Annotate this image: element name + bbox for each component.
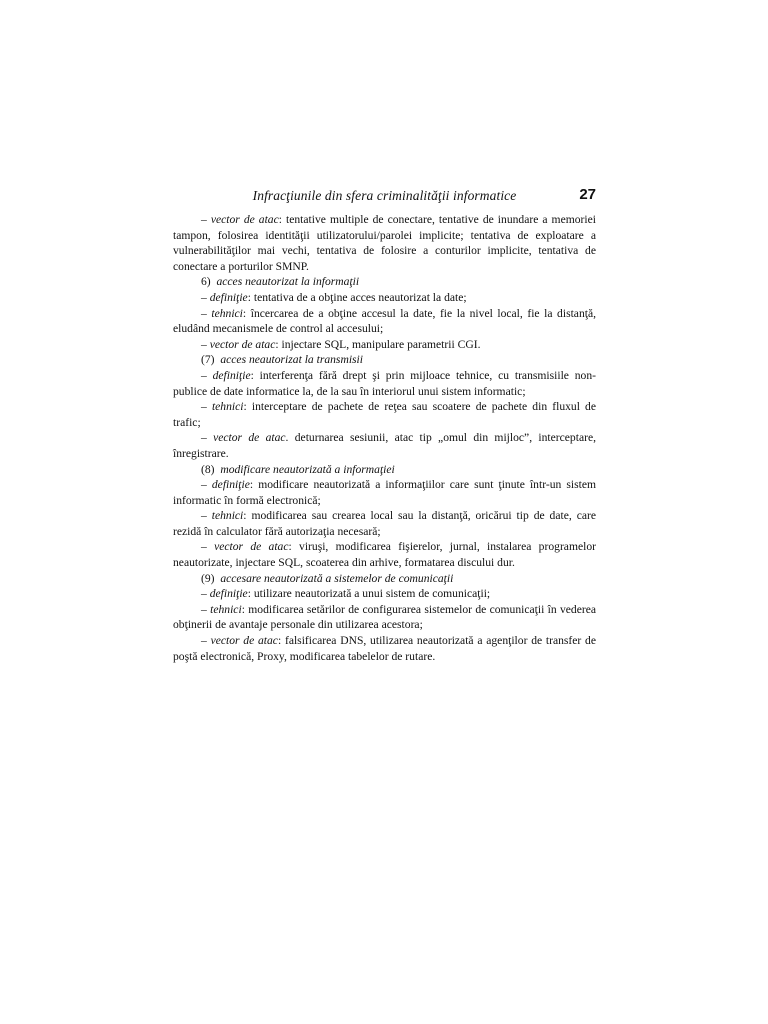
section-heading — [173, 571, 596, 587]
item-text: tentative multiple de conectare, tentative de inundare a memoriei tampon, folosirea identităţii utilizatorului/parolei implicite; tentativa de exploatare a vulnerabilităţilor mai vechi, tentativa de folosire a conturilor implicite, tentativa de conectare a porturilor SMNP. — [173, 213, 596, 273]
list-item: – vector de atac: viruşi, modificarea fişierelor, jurnal, instalarea programelor neautorizate, injectare SQL, scoaterea din arhive, formatarea discului dur. — [173, 540, 596, 570]
item-text: injectare SQL, manipulare parametrii CGI. — [281, 337, 481, 351]
list-item: – vector de atac: falsificarea DNS, utilizarea neautorizată a agenţilor de transfer de poştă electronică, Proxy, modificarea tabelelor de rutare. — [173, 634, 596, 663]
list-item: – tehnici: încercarea de a obţine accesul la date, fie la nivel local, fie la distanţă, eludând mecanismele de control al accesului; — [173, 306, 597, 336]
item-text: modificarea setărilor de configurarea sistemelor de comunicaţii în vederea obţinerii de avantaje personale din utilizarea acestora; — [173, 602, 597, 632]
item-text: modificare neautorizată a informaţiilor care sunt ţinute într-un sistem informatic în formă electronică; — [173, 478, 596, 507]
section-number: (9) — [201, 571, 215, 585]
item-separator: : — [250, 368, 254, 382]
page-number: 27 — [579, 186, 596, 203]
list-item: – tehnici: modificarea sau crearea local sau la distanţă, oricărui tip de date, care rezidă în calculator fără autorizaţia necesară; — [173, 509, 596, 538]
section-number: (7) — [201, 353, 215, 367]
item-label: vector de atac — [210, 213, 279, 226]
item-label: tehnici — [211, 509, 244, 523]
item-separator: : — [241, 602, 245, 616]
item-label: tehnici — [211, 306, 243, 320]
item-text: interferenţa fără drept şi prin mijloace tehnice, cu transmisiile non-publice de date informatice la, de la sau în interiorul unui sistem informatic; — [173, 368, 596, 398]
section-heading — [173, 274, 596, 290]
list-item: – tehnici: modificarea setărilor de configurarea sistemelor de comunicaţii în vederea obţinerii de avantaje personale din utilizarea acestora; — [173, 602, 597, 632]
item-separator: : — [243, 400, 247, 414]
section-title: acces neautorizat la informaţii — [216, 275, 360, 289]
item-separator: : — [242, 306, 247, 320]
running-header — [173, 186, 596, 208]
item-separator: : — [249, 478, 254, 492]
item-separator: : — [288, 540, 292, 554]
item-label: definiţie — [209, 290, 248, 304]
list-item: – definiţie: utilizare neautorizată a unui sistem de comunicaţii; — [201, 587, 491, 601]
item-label: definiţie — [209, 587, 248, 601]
item-separator: : — [247, 290, 251, 304]
item-separator: : — [278, 213, 282, 226]
section-title: acces neautorizat la transmisii — [220, 353, 363, 367]
item-separator: : — [277, 634, 282, 648]
item-label: vector de atac — [210, 634, 278, 648]
list-item: – definiţie: interferenţa fără drept şi prin mijloace tehnice, cu transmisiile non-publice de date informatice la, de la sau în interiorul unui sistem informatic; — [173, 368, 596, 398]
list-item: – vector de atac: injectare SQL, manipulare parametrii CGI. — [201, 337, 481, 351]
item-text: tentativa de a obţine acces neautorizat la date; — [253, 290, 467, 304]
body-text — [173, 212, 596, 664]
item-text: modificarea sau crearea local sau la distanţă, oricărui tip de date, care rezidă în calculator fără autorizaţia necesară; — [173, 509, 596, 538]
section-number: (8) — [201, 462, 215, 476]
item-label: vector de atac — [213, 431, 286, 445]
list-item: – vector de atac. deturnarea sesiunii, atac tip „omul din mijloc”, interceptare, înregistrare. — [173, 431, 596, 460]
section-title: modificare neautorizată a informaţiei — [220, 462, 395, 476]
running-title: Infracţiunile din sfera criminalităţii informatice — [252, 188, 517, 203]
list-item: – tehnici: interceptare de pachete de reţea sau scoatere de pachete din fluxul de trafic; — [173, 400, 597, 429]
item-label: vector de atac — [209, 337, 276, 351]
item-text: falsificarea DNS, utilizarea neautorizată a agenţilor de transfer de poştă electronică, Proxy, modificarea tabelelor de rutare. — [173, 634, 596, 663]
item-label: vector de atac — [214, 540, 289, 554]
section-title: accesare neautorizată a sistemelor de comunicaţii — [220, 571, 454, 585]
item-text: viruşi, modificarea fişierelor, jurnal, instalarea programelor neautorizate, injectare SQL, scoaterea din arhive, formatarea discului dur. — [173, 540, 596, 570]
section-number: 6) — [201, 275, 211, 289]
item-text: deturnarea sesiunii, atac tip „omul din mijloc”, interceptare, înregistrare. — [173, 431, 596, 460]
item-separator: : — [243, 509, 247, 523]
list-item: – definiţie: tentativa de a obţine acces neautorizat la date; — [201, 290, 467, 304]
list-item: – definiţie: modificare neautorizată a informaţiilor care sunt ţinute într-un sistem informatic în formă electronică; — [173, 478, 596, 507]
item-label: definiţie — [212, 368, 251, 382]
item-text: utilizare neautorizată a unui sistem de comunicaţii; — [253, 587, 491, 601]
item-separator: : — [275, 337, 279, 351]
item-text: încercarea de a obţine accesul la date, fie la nivel local, fie la distanţă, eludând mecanismele de control al accesului; — [173, 306, 597, 336]
item-label: tehnici — [211, 400, 244, 414]
section-heading — [173, 352, 596, 368]
item-separator: . — [285, 431, 289, 445]
item-text: interceptare de pachete de reţea sau scoatere de pachete din fluxul de trafic; — [173, 400, 597, 429]
item-separator: : — [247, 587, 251, 601]
section-heading — [173, 462, 596, 478]
list-item: – vector de atac: tentative multiple de conectare, tentative de inundare a memoriei tampon, folosirea identităţii utilizatorului/parolei implicite; tentativa de exploatare a vulnerabilităţilor mai vechi, tentativa de folosire a conturilor implicite, tentativa de conectare a porturilor SMNP. — [173, 213, 596, 273]
item-label: definiţie — [211, 478, 250, 492]
item-label: tehnici — [210, 602, 242, 616]
